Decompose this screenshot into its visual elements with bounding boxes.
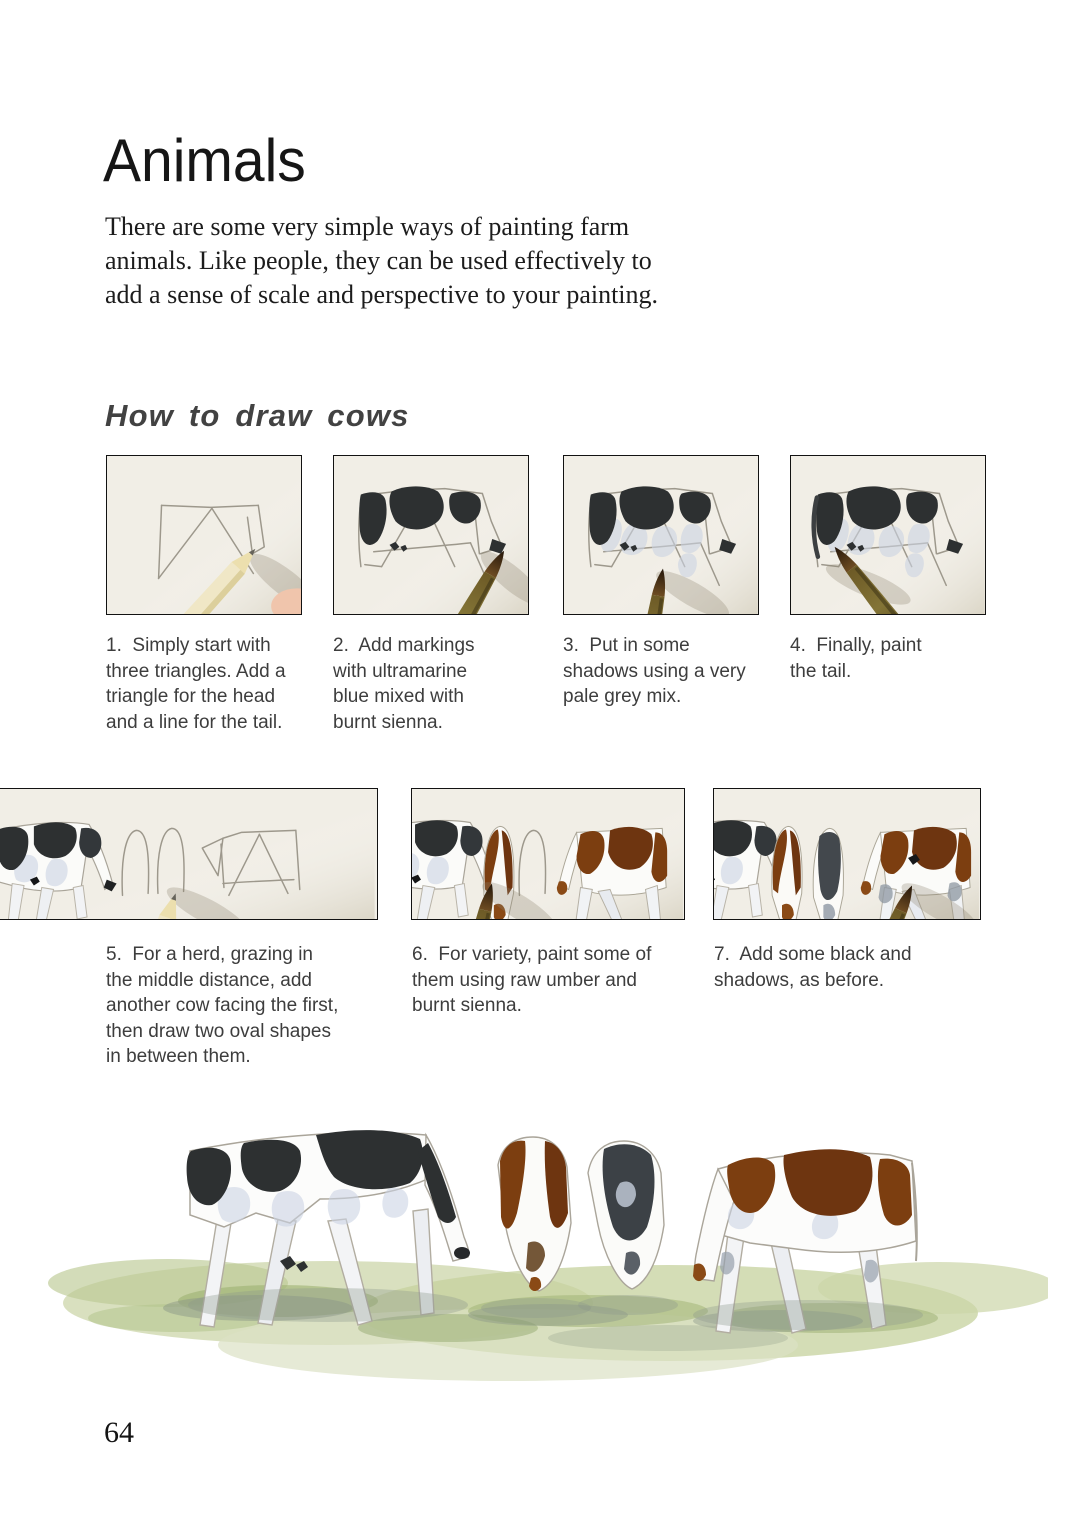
- step-1-illustration: [107, 456, 301, 614]
- caption-line: 1. Simply start with: [106, 635, 271, 656]
- caption-line: 5. For a herd, grazing in: [106, 944, 313, 965]
- step-caption-3: [563, 633, 746, 710]
- page-number: 64: [104, 1416, 134, 1449]
- caption-line: 2. Add markings: [333, 635, 475, 656]
- caption-line: shadows, as before.: [714, 969, 885, 991]
- caption-line: the tail.: [790, 660, 852, 682]
- caption-line: another cow facing the first,: [106, 995, 339, 1016]
- caption-line: then draw two oval shapes: [106, 1020, 331, 1042]
- intro-paragraph: [105, 210, 658, 312]
- intro-line: There are some very simple ways of painting farm: [105, 212, 630, 241]
- step-6-illustration: [412, 789, 684, 919]
- step-caption-1: [106, 633, 286, 735]
- step-photo-3: [563, 455, 759, 615]
- caption-line: the middle distance, add: [106, 969, 312, 991]
- caption-line: 7. Add some black and: [714, 944, 912, 965]
- caption-line: 6. For variety, paint some of: [412, 944, 652, 965]
- caption-line: three triangles. Add a: [106, 660, 286, 682]
- caption-line: in between them.: [106, 1046, 251, 1067]
- caption-line: 4. Finally, paint: [790, 635, 922, 656]
- caption-line: blue mixed with: [333, 686, 464, 707]
- step-caption-4: [790, 633, 922, 684]
- caption-line: triangle for the head: [106, 686, 276, 707]
- step-photo-7: [713, 788, 981, 920]
- caption-line: 3. Put in some: [563, 635, 690, 656]
- step-caption-7: [714, 942, 912, 993]
- step-caption-5: [106, 942, 338, 1070]
- step-photo-6: [411, 788, 685, 920]
- caption-line: burnt sienna.: [412, 995, 522, 1016]
- caption-line: pale grey mix.: [563, 686, 682, 707]
- caption-line: with ultramarine: [333, 660, 468, 682]
- step-4-illustration: [791, 456, 985, 614]
- step-photo-2: [333, 455, 529, 615]
- caption-line: them using raw umber and: [412, 969, 637, 991]
- caption-line: shadows using a very: [563, 660, 746, 682]
- intro-line: animals. Like people, they can be used effectively to: [105, 246, 652, 275]
- step-photo-1: [106, 455, 302, 615]
- step-7-illustration: [714, 789, 980, 919]
- step-5-illustration: [0, 789, 377, 919]
- herd-watercolour: [28, 1093, 1048, 1393]
- step-photo-4: [790, 455, 986, 615]
- holstein-cow: [187, 1130, 470, 1327]
- intro-line: add a sense of scale and perspective to your painting.: [105, 280, 659, 309]
- finished-herd-illustration: [28, 1093, 1048, 1393]
- step-3-illustration: [564, 456, 758, 614]
- page-title: Animals: [103, 127, 306, 195]
- caption-line: burnt sienna.: [333, 711, 443, 733]
- section-heading: How to draw cows: [105, 397, 410, 433]
- step-caption-2: [333, 633, 475, 735]
- caption-line: and a line for the tail.: [106, 711, 283, 733]
- step-caption-6: [412, 942, 651, 1019]
- brown-white-cow: [693, 1149, 923, 1333]
- step-photo-5: [0, 788, 378, 920]
- step-2-illustration: [334, 456, 528, 614]
